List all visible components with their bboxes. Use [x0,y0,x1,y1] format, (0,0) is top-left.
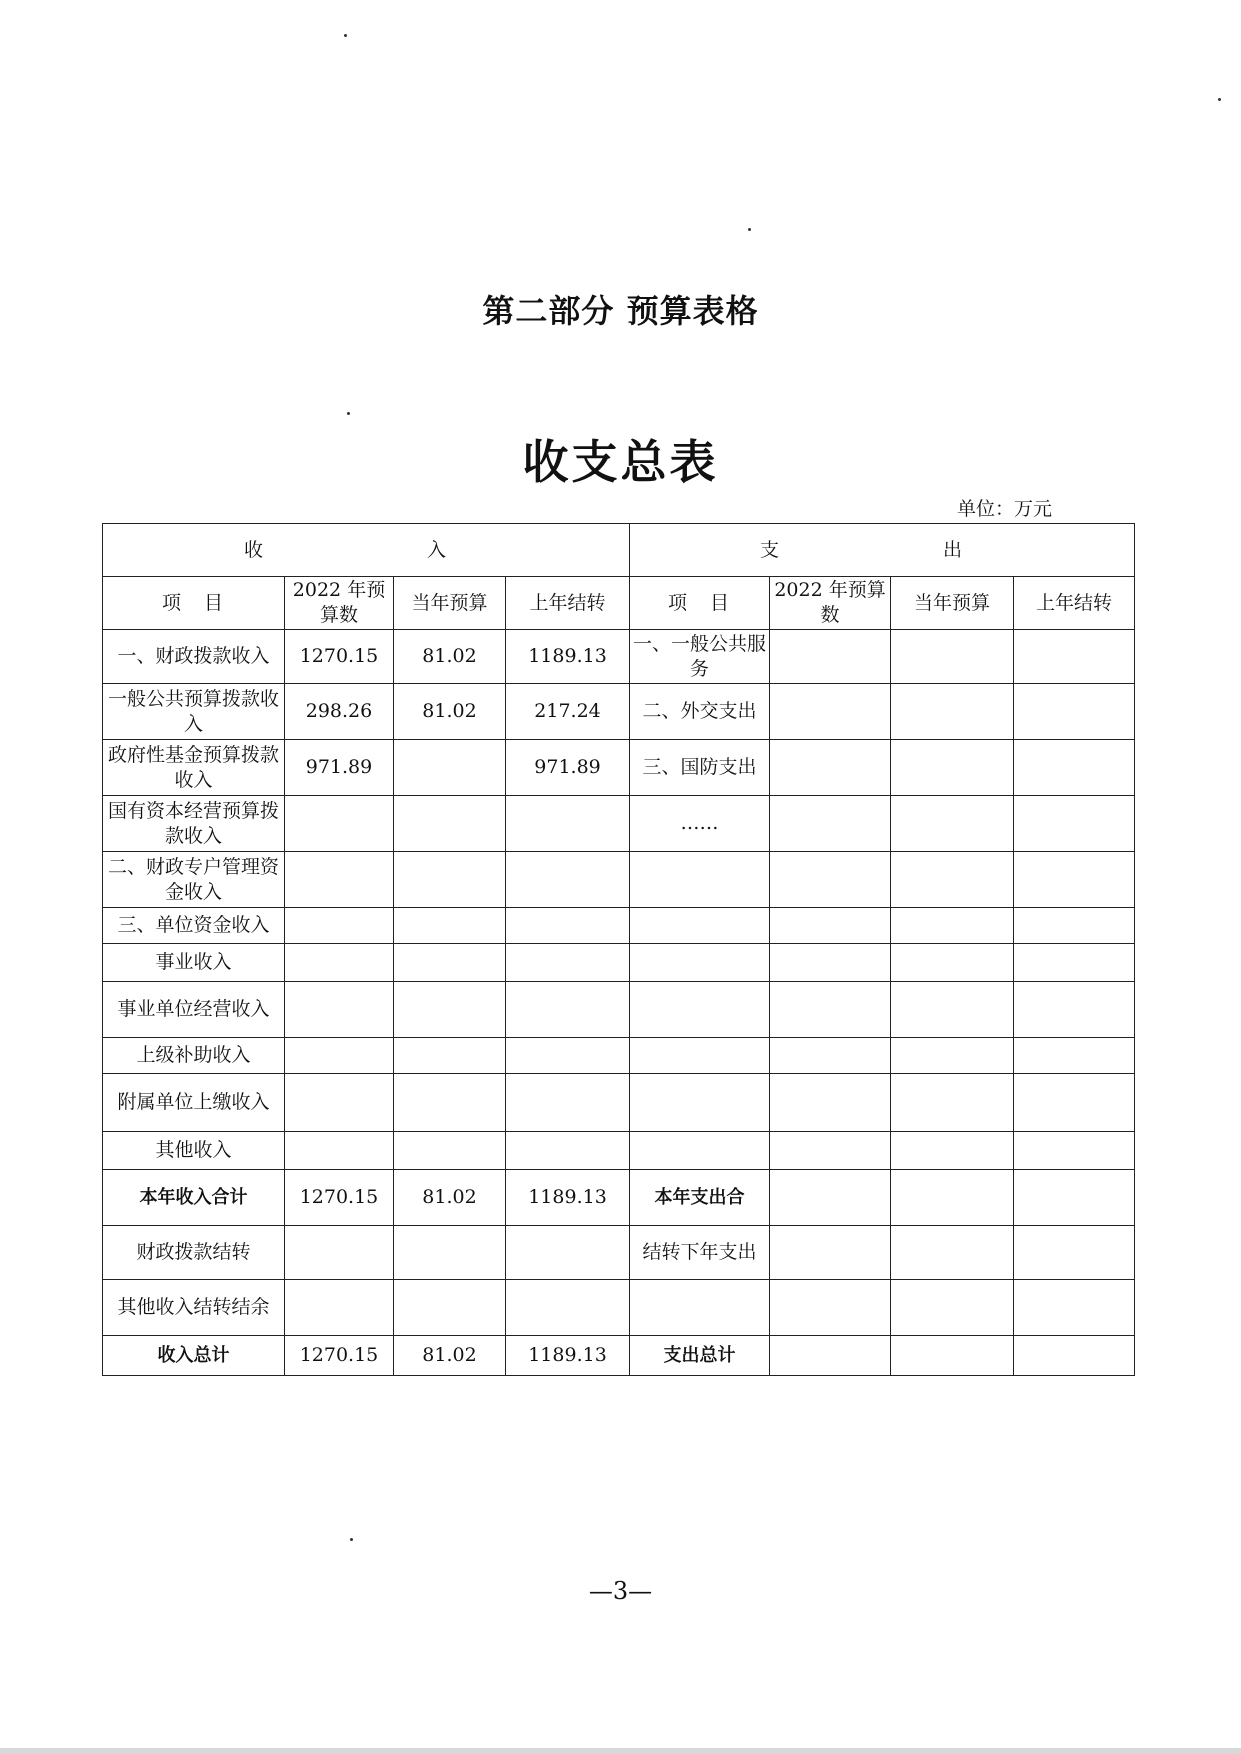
income-item: 一般公共预算拨款收入 [103,684,285,740]
expense-item [630,852,770,908]
income-2022-value [285,1280,394,1336]
expense-current-value [891,1336,1014,1376]
income-carry-value [506,852,630,908]
expense-2022-value [770,1132,891,1170]
income-current-value [394,1074,506,1132]
income-current-value [394,796,506,852]
income-2022-value [285,852,394,908]
income-total-label: 收入总计 [103,1336,285,1376]
income-2022-value [285,908,394,944]
income-2022-value: 1270.15 [285,1170,394,1226]
income-2022-value [285,1226,394,1280]
expense-current-value [891,908,1014,944]
expense-carry-value [1014,982,1135,1038]
income-current-value [394,852,506,908]
expense-item [630,1280,770,1336]
expense-2022-value [770,1280,891,1336]
income-current-value [394,982,506,1038]
income-2022-value: 971.89 [285,740,394,796]
table-row [103,1132,1135,1170]
income-current-value: 81.02 [394,1336,506,1376]
table-title: 收支总表 [522,435,719,489]
expense-carry-value [1014,630,1135,684]
expense-item: 结转下年支出 [630,1226,770,1280]
income-item: 其他收入结转结余 [103,1280,285,1336]
expense-carry-value [1014,1038,1135,1074]
income-2022-value [285,1132,394,1170]
expense-subtotal-label: 本年支出合 [630,1170,770,1226]
expense-2022-value [770,1226,891,1280]
scan-speck [344,34,347,37]
income-carry-header: 上年结转 [506,577,630,630]
expense-item [630,944,770,982]
income-carry-value: 971.89 [506,740,630,796]
income-item: 上级补助收入 [103,1038,285,1074]
expense-carry-value [1014,1336,1135,1376]
expense-current-value [891,1226,1014,1280]
income-current-value [394,944,506,982]
expense-2022-value [770,1336,891,1376]
income-carry-value [506,908,630,944]
income-subtotal-label: 本年收入合计 [103,1170,285,1226]
income-2022-value: 298.26 [285,684,394,740]
expense-current-value [891,740,1014,796]
table-row [103,1170,1135,1226]
scan-speck [748,228,751,231]
income-current-value: 81.02 [394,630,506,684]
income-2022-value: 1270.15 [285,1336,394,1376]
income-carry-value [506,796,630,852]
expense-2022-value [770,630,891,684]
expense-current-value [891,1280,1014,1336]
income-current-value: 81.02 [394,684,506,740]
expense-carry-value [1014,796,1135,852]
income-2022-value [285,1074,394,1132]
expense-item: 一、一般公共服务 [630,630,770,684]
table-row [103,944,1135,982]
income-item: 二、财政专户管理资金收入 [103,852,285,908]
table-row [103,908,1135,944]
expense-item [630,982,770,1038]
expense-current-value [891,630,1014,684]
income-current-value [394,908,506,944]
expense-current-value [891,1170,1014,1226]
income-carry-value [506,1132,630,1170]
expense-carry-value [1014,740,1135,796]
income-current-value [394,1038,506,1074]
income-current-header: 当年预算 [394,577,506,630]
table-row [103,740,1135,796]
expense-2022-value [770,982,891,1038]
income-2022-value [285,1038,394,1074]
expense-item [630,1038,770,1074]
income-header: 收 入 [103,524,630,577]
income-2022-value [285,982,394,1038]
expense-2022-value [770,944,891,982]
income-current-value [394,1132,506,1170]
unit-label: 单位：万元 [957,498,1053,520]
expense-current-value [891,796,1014,852]
expense-current-value [891,852,1014,908]
expense-carry-value [1014,1226,1135,1280]
expense-2022-value [770,796,891,852]
income-2022-value [285,796,394,852]
income-item: 其他收入 [103,1132,285,1170]
expense-2022-value [770,740,891,796]
table-row [103,1280,1135,1336]
expense-item: 二、外交支出 [630,684,770,740]
expense-current-value [891,684,1014,740]
income-item: 国有资本经营预算拨款收入 [103,796,285,852]
expense-carry-value [1014,908,1135,944]
expense-item-header: 项 目 [630,577,770,630]
table-row [103,1074,1135,1132]
income-2022-header: 2022 年预算数 [285,577,394,630]
expense-2022-value [770,684,891,740]
income-carry-value [506,944,630,982]
scan-speck [1218,98,1221,101]
page-number: —3— [588,1577,653,1605]
expense-carry-value [1014,1170,1135,1226]
income-carry-value [506,1038,630,1074]
scan-speck [347,412,350,415]
expense-item [630,1132,770,1170]
table-row [103,684,1135,740]
expense-2022-value [770,1074,891,1132]
income-item: 财政拨款结转 [103,1226,285,1280]
table-row [103,796,1135,852]
expense-total-label: 支出总计 [630,1336,770,1376]
expense-carry-value [1014,684,1135,740]
expense-header: 支 出 [630,524,1135,577]
expense-2022-value [770,1170,891,1226]
expense-carry-value [1014,1074,1135,1132]
income-carry-value [506,1074,630,1132]
table-row [103,630,1135,684]
income-item: 三、单位资金收入 [103,908,285,944]
table-row [103,1226,1135,1280]
income-current-value: 81.02 [394,1170,506,1226]
income-current-value [394,740,506,796]
table-row [103,1038,1135,1074]
income-2022-value [285,944,394,982]
income-current-value [394,1226,506,1280]
income-item-header: 项 目 [103,577,285,630]
income-carry-value: 217.24 [506,684,630,740]
expense-current-header: 当年预算 [891,577,1014,630]
expense-carry-value [1014,852,1135,908]
table-row [103,1336,1135,1376]
expense-item: …… [630,796,770,852]
expense-item: 三、国防支出 [630,740,770,796]
income-item: 一、财政拨款收入 [103,630,285,684]
expense-current-value [891,982,1014,1038]
expense-2022-value [770,852,891,908]
expense-carry-header: 上年结转 [1014,577,1135,630]
table-row [103,982,1135,1038]
expense-item [630,1074,770,1132]
income-current-value [394,1280,506,1336]
expense-2022-value [770,1038,891,1074]
income-carry-value [506,982,630,1038]
income-carry-value: 1189.13 [506,630,630,684]
expense-carry-value [1014,944,1135,982]
income-carry-value: 1189.13 [506,1170,630,1226]
expense-current-value [891,1074,1014,1132]
income-carry-value [506,1280,630,1336]
expense-2022-header: 2022 年预算数 [770,577,891,630]
expense-current-value [891,1132,1014,1170]
income-item: 事业单位经营收入 [103,982,285,1038]
expense-item [630,908,770,944]
expense-2022-value [770,908,891,944]
expense-carry-value [1014,1132,1135,1170]
scan-edge [0,1748,1241,1754]
expense-current-value [891,1038,1014,1074]
expense-current-value [891,944,1014,982]
income-item: 政府性基金预算拨款收入 [103,740,285,796]
income-2022-value: 1270.15 [285,630,394,684]
table-row [103,852,1135,908]
income-carry-value: 1189.13 [506,1336,630,1376]
income-item: 事业收入 [103,944,285,982]
expense-carry-value [1014,1280,1135,1336]
income-item: 附属单位上缴收入 [103,1074,285,1132]
income-carry-value [506,1226,630,1280]
section-title: 第二部分 预算表格 [482,292,759,330]
budget-summary-table [102,523,1135,1376]
scan-speck [350,1538,353,1541]
